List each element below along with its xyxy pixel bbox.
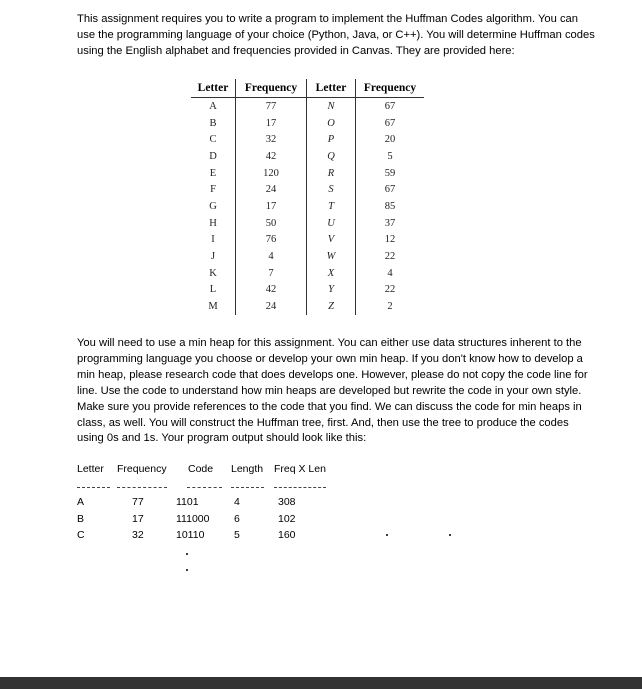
letter-a-m-cell: A xyxy=(191,98,236,115)
frequency-table-row xyxy=(191,248,424,265)
letter-a-m-cell: H xyxy=(191,215,236,232)
divider-dashes xyxy=(187,487,222,488)
output-freq-x-len-cell: 102 xyxy=(278,512,296,525)
frequency-n-z-cell: 85 xyxy=(384,200,396,212)
frequency-table-row xyxy=(191,98,424,115)
divider-dashes xyxy=(77,487,110,488)
frequency-table-row xyxy=(191,115,424,132)
output-header-length: Length xyxy=(231,463,264,475)
frequency-n-z-cell: 67 xyxy=(384,184,396,196)
frequency-table-row xyxy=(191,165,424,182)
header-frequency-2: Frequency xyxy=(356,79,425,98)
output-frequency-cell: 32 xyxy=(132,529,144,541)
letter-a-m-cell: K xyxy=(191,265,236,282)
frequency-n-z-cell: 20 xyxy=(384,134,396,146)
output-code-cell: 111000 xyxy=(176,512,210,525)
ellipsis-dot xyxy=(186,553,188,555)
letter-n-z-cell: P xyxy=(307,131,356,148)
frequency-a-m-cell: 4 xyxy=(236,248,307,265)
header-letter-2: Letter xyxy=(307,79,356,98)
output-frequency-cell: 17 xyxy=(132,512,144,525)
output-code-cell: 10110 xyxy=(176,529,205,541)
frequency-a-m-cell: 24 xyxy=(236,181,307,198)
letter-a-m-cell: C xyxy=(191,131,236,148)
letter-n-z-cell: O xyxy=(307,115,356,132)
frequency-table-row xyxy=(191,282,424,299)
output-header-frequency: Frequency xyxy=(117,463,167,475)
frequency-a-m-cell: 42 xyxy=(236,148,307,165)
output-length-cell: 4 xyxy=(234,496,240,508)
letter-a-m-cell: L xyxy=(191,282,236,299)
letter-n-z-cell: R xyxy=(307,165,356,182)
letter-a-m-cell: J xyxy=(191,248,236,265)
output-frequency-cell: 77 xyxy=(132,496,144,508)
letter-n-z-cell: S xyxy=(307,181,356,198)
letter-a-m-cell: F xyxy=(191,181,236,198)
output-header-letter: Letter xyxy=(77,463,104,475)
letter-a-m-cell: B xyxy=(191,115,236,132)
header-letter-1: Letter xyxy=(191,79,236,98)
frequency-a-m-cell: 32 xyxy=(236,131,307,148)
frequency-n-z-cell: 4 xyxy=(387,267,393,279)
output-letter-cell: C xyxy=(77,529,85,541)
divider-dashes xyxy=(231,487,264,488)
output-length-cell: 5 xyxy=(234,529,240,541)
frequency-a-m-cell: 76 xyxy=(236,232,307,249)
header-frequency-1: Frequency xyxy=(236,79,307,98)
letter-n-z-cell: N xyxy=(307,98,356,115)
frequency-n-z-cell: 37 xyxy=(384,217,396,229)
frequency-a-m-cell: 24 xyxy=(236,298,307,315)
frequency-table-row xyxy=(191,131,424,148)
frequency-table-row xyxy=(191,148,424,165)
frequency-n-z-cell: 5 xyxy=(387,150,393,162)
frequency-table-row xyxy=(191,198,424,215)
frequency-table-row xyxy=(191,298,424,315)
letter-a-m-cell: M xyxy=(191,298,236,315)
letter-n-z-cell: X xyxy=(307,265,356,282)
letter-n-z-cell: Z xyxy=(307,298,356,315)
bottom-bar xyxy=(0,677,642,689)
letter-n-z-cell: U xyxy=(307,215,356,232)
output-freq-x-len-cell: 160 xyxy=(278,529,296,541)
frequency-n-z-cell: 67 xyxy=(384,117,396,129)
frequency-a-m-cell: 17 xyxy=(236,198,307,215)
output-letter-cell: B xyxy=(77,512,85,525)
divider-dashes xyxy=(117,487,167,488)
letter-n-z-cell: Y xyxy=(307,282,356,299)
frequency-a-m-cell: 77 xyxy=(236,98,307,115)
frequency-n-z-cell: 12 xyxy=(384,234,396,246)
output-header-freq-x-len: Freq X Len xyxy=(274,463,326,475)
intro-paragraph: This assignment requires you to write a program to implement the Huffman Codes algorithm. You can use the programming language of your choice (Python, Java, or C++). You will determine Huffman codes using the English alphabet and frequencies provided in Canvas. They are provided here: xyxy=(77,13,595,57)
frequency-table xyxy=(191,79,424,315)
letter-n-z-cell: W xyxy=(307,248,356,265)
instructions-paragraph: You will need to use a min heap for this assignment. You can either use data structures inherent to the programming language you choose or develop your own min heap. If you don't know how to develop a min heap, please research code that does develops one. However, please do not copy the code line for line. Use the code to understand how min heaps are developed but rewrite the code in your own style. Make sure you provide references to the code that you find. We can discuss the code for min heaps in class, as well. You will construct the Huffman tree, first. And, then use the tree to produce the codes using 0s and 1s. Your program output should look like this: xyxy=(77,337,588,445)
frequency-a-m-cell: 7 xyxy=(236,265,307,282)
frequency-table-row xyxy=(191,232,424,249)
letter-n-z-cell: T xyxy=(307,198,356,215)
ellipsis-dot xyxy=(386,534,388,536)
frequency-n-z-cell: 59 xyxy=(384,167,396,179)
frequency-n-z-cell: 2 xyxy=(387,301,393,313)
output-letter-cell: A xyxy=(77,496,85,508)
letter-a-m-cell: I xyxy=(191,232,236,249)
frequency-n-z-cell: 67 xyxy=(384,100,396,112)
frequency-table-row xyxy=(191,265,424,282)
frequency-a-m-cell: 120 xyxy=(236,165,307,182)
divider-dashes xyxy=(274,487,326,488)
frequency-table-header xyxy=(191,79,424,98)
frequency-n-z-cell: 22 xyxy=(384,251,396,263)
letter-a-m-cell: G xyxy=(191,198,236,215)
letter-n-z-cell: V xyxy=(307,232,356,249)
output-length-cell: 6 xyxy=(234,512,240,525)
letter-a-m-cell: E xyxy=(191,165,236,182)
frequency-n-z-cell: 22 xyxy=(384,284,396,296)
frequency-table-row xyxy=(191,215,424,232)
frequency-a-m-cell: 50 xyxy=(236,215,307,232)
frequency-table-row xyxy=(191,181,424,198)
output-freq-x-len-cell: 308 xyxy=(278,496,296,508)
output-code-cell: 1101 xyxy=(176,496,199,508)
frequency-a-m-cell: 17 xyxy=(236,115,307,132)
output-header-code: Code xyxy=(188,463,214,475)
ellipsis-dot xyxy=(449,534,451,536)
frequency-a-m-cell: 42 xyxy=(236,282,307,299)
letter-a-m-cell: D xyxy=(191,148,236,165)
letter-n-z-cell: Q xyxy=(307,148,356,165)
ellipsis-dot xyxy=(186,569,188,571)
